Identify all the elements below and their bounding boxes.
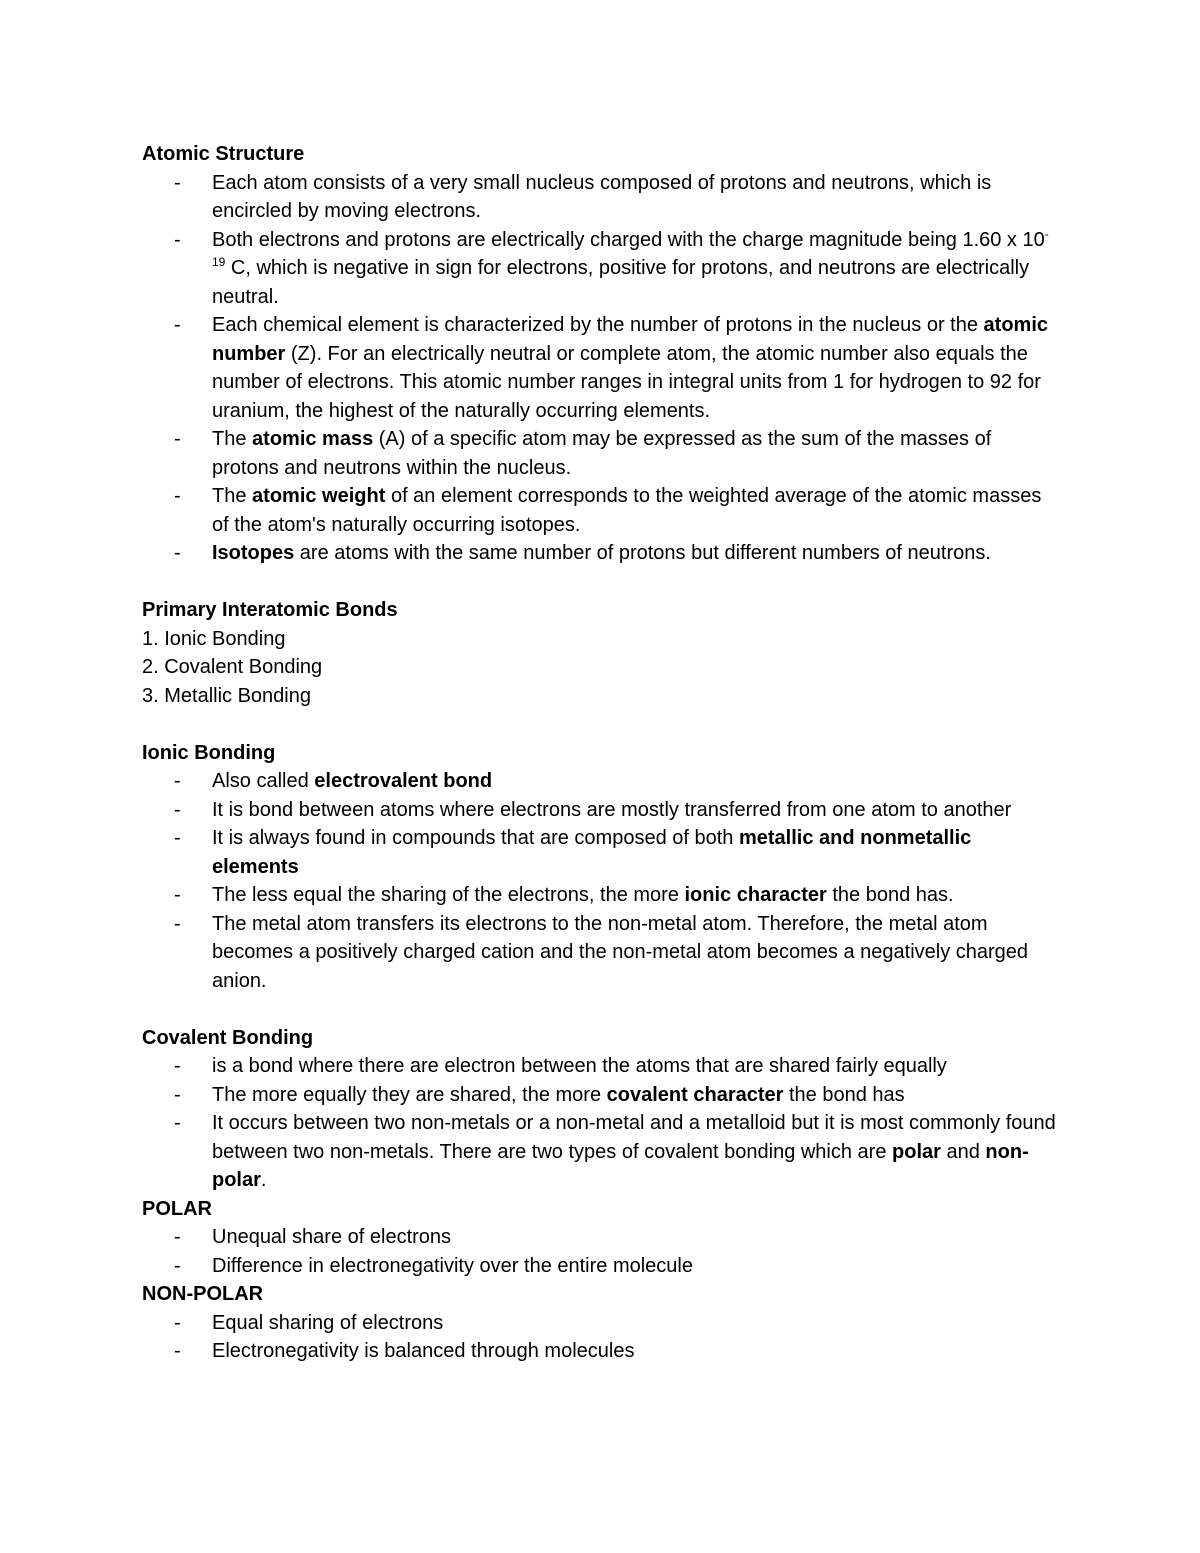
list-item: - The more equally they are shared, the more covalent character the bond has	[142, 1081, 1060, 1110]
polar-list	[142, 1223, 1060, 1280]
spacer	[142, 995, 1060, 1024]
list-item: - Each chemical element is characterized by the number of protons in the nucleus or the atomic number (Z). For an electrically neutral or complete atom, the atomic number also equals the number of electrons. This atomic number ranges in integral units from 1 for hydrogen to 92 for uranium, the highest of the naturally occurring elements.	[142, 311, 1060, 425]
heading-atomic-structure: Atomic Structure	[142, 143, 305, 165]
list-item: - It is bond between atoms where electrons are mostly transferred from one atom to another	[142, 796, 1060, 825]
heading-covalent-bonding: Covalent Bonding	[142, 1026, 314, 1049]
term-atomic-weight: atomic weight	[252, 485, 386, 507]
list-item: - Equal sharing of electrons	[142, 1309, 1060, 1338]
primary-bonds-list	[142, 625, 1060, 711]
covalent-bonding-list	[142, 1052, 1060, 1195]
list-item: - Also called electrovalent bond	[142, 767, 1060, 796]
non-polar-list	[142, 1309, 1060, 1366]
term-electrovalent-bond: electrovalent bond	[314, 770, 493, 792]
list-item: - Unequal share of electrons	[142, 1223, 1060, 1252]
superscript: -19	[212, 226, 1049, 269]
heading-ionic-bonding: Ionic Bonding	[142, 741, 276, 764]
list-item: - Electronegativity is balanced through molecules	[142, 1337, 1060, 1366]
spacer	[142, 568, 1060, 597]
spacer	[142, 710, 1060, 739]
list-item: - The less equal the sharing of the electrons, the more ionic character the bond has.	[142, 881, 1060, 910]
heading-primary-bonds: Primary Interatomic Bonds	[142, 599, 398, 621]
term-atomic-mass: atomic mass	[252, 428, 374, 450]
list-item: - is a bond where there are electron between the atoms that are shared fairly equally	[142, 1052, 1060, 1081]
term-metallic-nonmetallic: metallic and nonmetallic elements	[212, 827, 972, 878]
list-item: - The atomic mass (A) of a specific atom may be expressed as the sum of the masses of protons and neutrons within the nucleus.	[142, 425, 1060, 482]
term-atomic-number: atomic number	[212, 314, 1048, 365]
term-covalent-character: covalent character	[606, 1083, 784, 1106]
heading-non-polar: NON-POLAR	[142, 1283, 264, 1305]
atomic-structure-list	[142, 169, 1060, 568]
list-item: - Difference in electronegativity over the entire molecule	[142, 1252, 1060, 1281]
list-item: - Isotopes are atoms with the same number of protons but different numbers of neutrons.	[142, 539, 1060, 568]
list-item: - The atomic weight of an element corresponds to the weighted average of the atomic masses of the atom's naturally occurring isotopes.	[142, 482, 1060, 539]
term-polar: polar	[892, 1140, 941, 1163]
list-item: - It is always found in compounds that are composed of both metallic and nonmetallic elements	[142, 824, 1060, 881]
term-isotopes: Isotopes	[212, 542, 295, 564]
list-item: - It occurs between two non-metals or a non-metal and a metalloid but it is most commonly found between two non-metals. There are two types of covalent bonding which are polar and non-polar.	[142, 1109, 1060, 1195]
term-ionic-character: ionic character	[684, 884, 827, 906]
ionic-bonding-list	[142, 767, 1060, 995]
list-item: - The metal atom transfers its electrons to the non-metal atom. Therefore, the metal atom becomes a positively charged cation and the non-metal atom becomes a negatively charged anion.	[142, 910, 1060, 996]
term-non-polar: non-polar	[212, 1140, 1029, 1191]
list-item: 3. Metallic Bonding	[142, 684, 311, 707]
heading-polar: POLAR	[142, 1197, 212, 1220]
list-item: - Both electrons and protons are electrically charged with the charge magnitude being 1.60 x $10^{-19}$ C, which is negative in sign for electrons, positive for protons, and neutrons are electrically neutral.	[142, 226, 1060, 312]
list-item: 1. Ionic Bonding	[142, 627, 286, 650]
list-item: - Each atom consists of a very small nucleus composed of protons and neutrons, which is encircled by moving electrons.	[142, 169, 1060, 226]
list-item: 2. Covalent Bonding	[142, 656, 323, 678]
